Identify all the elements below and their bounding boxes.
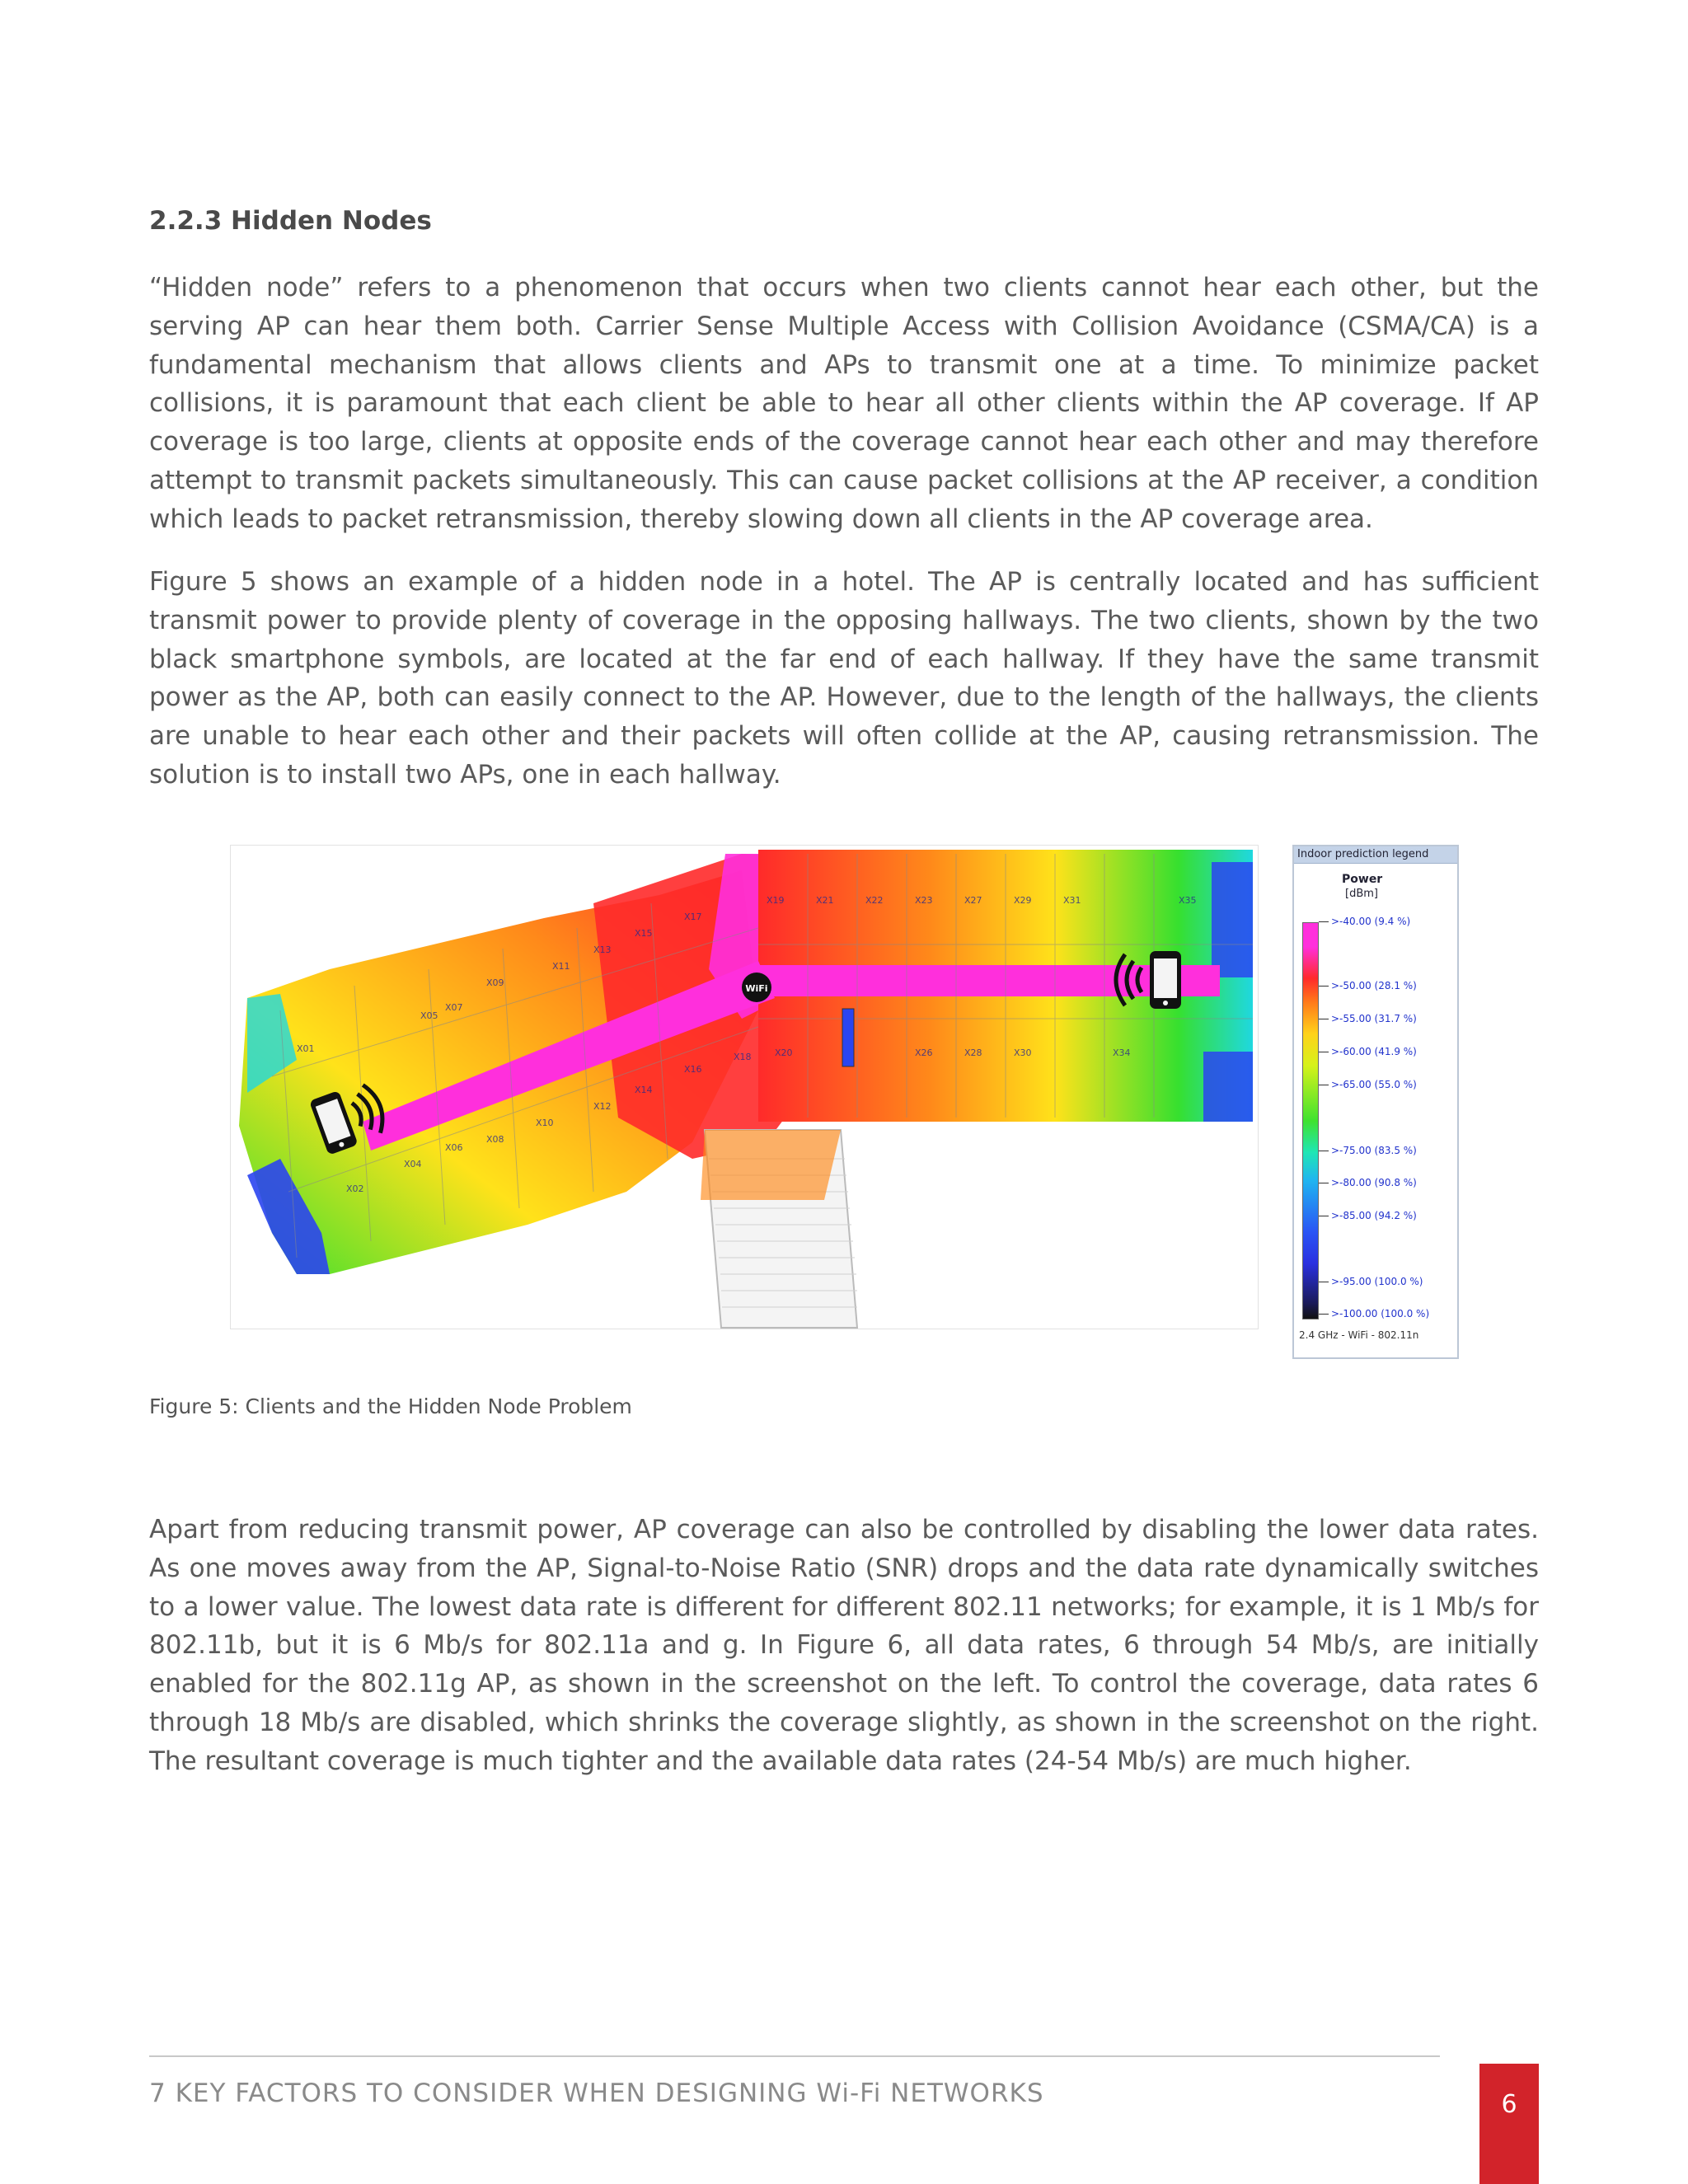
legend-item: >-80.00 (90.8 %): [1319, 1177, 1417, 1188]
room-label: X34: [1113, 1047, 1131, 1058]
room-label: X14: [635, 1085, 653, 1095]
legend-unit: [dBm]: [1345, 888, 1378, 900]
legend-item: >-60.00 (41.9 %): [1319, 1046, 1417, 1057]
footer-title: 7 KEY FACTORS TO CONSIDER WHEN DESIGNING Wi-Fi NETWORKS: [149, 2079, 1044, 2108]
room-label: X01: [297, 1043, 315, 1054]
room-label: X08: [486, 1134, 504, 1145]
room-label: X19: [767, 895, 785, 906]
legend-item: >-65.00 (55.0 %): [1319, 1079, 1417, 1090]
legend-item: >-85.00 (94.2 %): [1319, 1210, 1417, 1221]
legend-color-bar: [1302, 922, 1319, 1319]
legend-heading: Power: [1342, 873, 1383, 886]
room-label: X12: [593, 1101, 612, 1112]
paragraph-figure-5-description: Figure 5 shows an example of a hidden node in a hotel. The AP is centrally located and has sufficient transmit power to provide plenty of coverage in the opposing hallways. The two clients, shown by the two black smartphone symbols, are located at the far end of each hallway. If they have the same transmit power as the AP, both can easily connect to the AP. However, due to the length of the hallways, the clients are unable to hear each other and their packets will often collide at the AP, causing retransmission. The solution is to install two APs, one in each hallway.: [149, 567, 1539, 790]
room-label: X26: [915, 1047, 933, 1058]
power-legend: [1292, 845, 1459, 1359]
right-wing-edge-blue: [1212, 862, 1253, 977]
room-label: X07: [445, 1002, 463, 1013]
access-point-icon: [742, 972, 771, 1002]
room-label: X18: [734, 1052, 752, 1062]
legend-item: >-75.00 (83.5 %): [1319, 1145, 1417, 1156]
footer-divider: [149, 2055, 1440, 2057]
room-label: X28: [964, 1047, 982, 1058]
room-label: X16: [684, 1064, 702, 1075]
room-label: X29: [1014, 895, 1032, 906]
legend-item: >-100.00 (100.0 %): [1319, 1308, 1429, 1319]
legend-item: >-55.00 (31.7 %): [1319, 1013, 1417, 1024]
room-label: X22: [865, 895, 884, 906]
coverage-heatmap-svg: [231, 846, 1258, 1329]
room-label: X17: [684, 912, 702, 922]
room-label: X05: [420, 1010, 438, 1021]
section-heading: 2.2.3 Hidden Nodes: [149, 206, 432, 236]
room-label: X35: [1179, 895, 1197, 906]
room-label: X13: [593, 944, 612, 955]
coverage-heatmap: [230, 845, 1259, 1329]
room-label: X23: [915, 895, 933, 906]
legend-title: Indoor prediction legend: [1294, 846, 1457, 864]
room-label: X02: [346, 1183, 364, 1194]
room-label: X15: [635, 928, 653, 939]
figure-caption: Figure 5: Clients and the Hidden Node Problem: [149, 1394, 632, 1418]
room-label: X20: [775, 1047, 793, 1058]
page-number-badge: 6: [1479, 2064, 1539, 2184]
paragraph-data-rates: Apart from reducing transmit power, AP coverage can also be controlled by disabling the lower data rates. As one moves away from the AP, Signal-to-Noise Ratio (SNR) drops and the data rate dynamically switches to a lower value. The lowest data rate is different for different 802.11 networks; for example, it is 1 Mb/s for 802.11b, but it is 6 Mb/s for 802.11a and g. In Figure 6, all data rates, 6 through 54 Mb/s, are initially enabled for the 802.11g AP, as shown in the screenshot on the left. To control the coverage, data rates 6 through 18 Mb/s are disabled, which shrinks the coverage slightly, as shown in the screenshot on the right. The resultant coverage is much tighter and the available data rates (24-54 Mb/s) are much higher.: [149, 1515, 1539, 1776]
legend-footer: 2.4 GHz - WiFi - 802.11n: [1299, 1329, 1419, 1341]
elevator-block: [842, 1009, 854, 1066]
room-label: X27: [964, 895, 982, 906]
access-point-label: WiFi: [745, 983, 768, 994]
room-label: X31: [1063, 895, 1081, 906]
paragraph-hidden-node-definition: “Hidden node” refers to a phenomenon that occurs when two clients cannot hear each other, but the serving AP can hear them both. Carrier Sense Multiple Access with Collision Avoidance (CSMA/CA) is a fundamental mechanism that allows clients and APs to transmit one at a time. To minimize packet collisions, it is paramount that each client be able to hear all other clients within the AP coverage. If AP coverage is too large, clients at opposite ends of the coverage cannot hear each other and may therefore attempt to transmit packets simultaneously. This can cause packet collisions at the AP receiver, a condition which leads to packet retransmission, thereby slowing down all clients in the AP coverage area.: [149, 273, 1539, 534]
room-label: X21: [816, 895, 834, 906]
room-label: X30: [1014, 1047, 1032, 1058]
stair-annex: [701, 1130, 857, 1328]
room-label: X09: [486, 977, 504, 988]
legend-item: >-40.00 (9.4 %): [1319, 916, 1410, 927]
legend-item: >-95.00 (100.0 %): [1319, 1276, 1423, 1287]
right-wing-edge-blue-lower: [1203, 1052, 1253, 1122]
room-label: X10: [536, 1118, 554, 1128]
legend-item: >-50.00 (28.1 %): [1319, 980, 1417, 991]
room-label: X11: [552, 961, 570, 972]
room-label: X04: [404, 1159, 422, 1169]
room-label: X06: [445, 1142, 463, 1153]
